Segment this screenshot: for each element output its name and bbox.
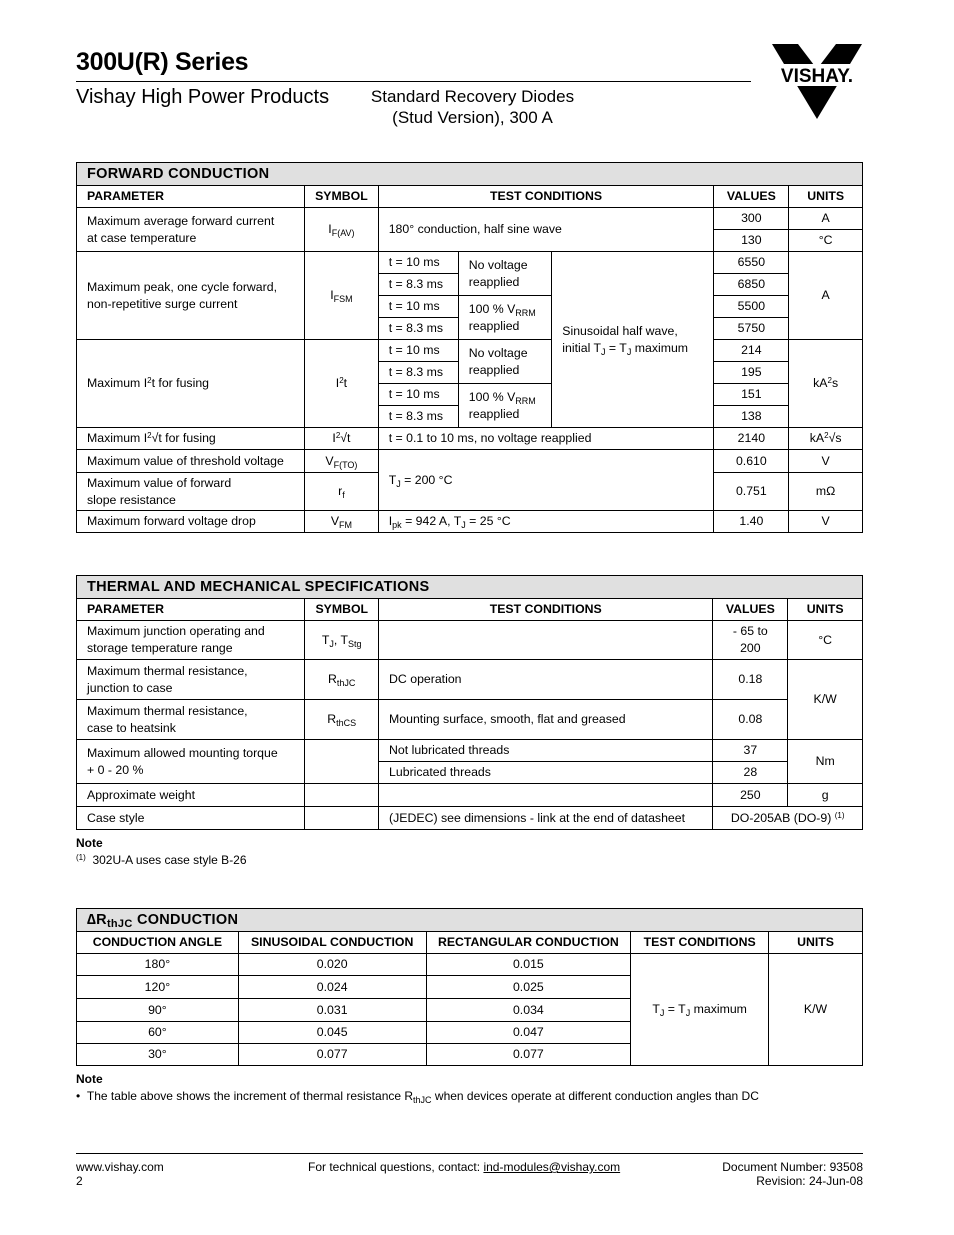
symbol-rf: $r_f$ bbox=[305, 473, 379, 511]
forward-conduction-table bbox=[76, 162, 863, 533]
value-i2t: 195 bbox=[714, 362, 789, 384]
value-slope: 0.751 bbox=[714, 473, 789, 511]
unit-weight: g bbox=[788, 784, 863, 807]
note-text: • The table above shows the increment of thermal resistance $R_{thJC}$ when devices operate at different conduction angles than DC bbox=[76, 1089, 759, 1105]
table-row bbox=[77, 954, 863, 976]
col-header-values: VALUES bbox=[714, 186, 789, 208]
param-vfm: Maximum forward voltage drop bbox=[77, 511, 305, 533]
value-rthcs: 0.08 bbox=[713, 700, 788, 740]
symbol-empty bbox=[305, 807, 379, 830]
param-avg-current: Maximum average forward current at case temperature bbox=[77, 208, 305, 252]
value-surge: 5750 bbox=[714, 318, 789, 340]
cond-tj-max: $T_J = T_J$ maximum bbox=[631, 954, 769, 1066]
cond-time: t = 10 ms bbox=[378, 296, 458, 318]
cond-100-vrrm: 100 % $V_{RRM}$ reapplied bbox=[458, 296, 552, 340]
unit-junction-temp: °C bbox=[788, 621, 863, 660]
product-line bbox=[360, 86, 585, 128]
unit-surge: A bbox=[789, 252, 863, 340]
section-title: FORWARD CONDUCTION bbox=[77, 163, 863, 186]
footer-left bbox=[76, 1160, 164, 1188]
footer-contact: For technical questions, contact: ind-modules@vishay.com bbox=[308, 1160, 621, 1174]
unit-drth: K/W bbox=[769, 954, 863, 1066]
footer-website-link[interactable]: www.vishay.com bbox=[76, 1160, 164, 1174]
value-surge: 6850 bbox=[714, 274, 789, 296]
cond-time: t = 10 ms bbox=[378, 252, 458, 274]
thermal-mechanical-table bbox=[76, 575, 863, 830]
unit-threshold: V bbox=[789, 450, 863, 473]
unit-case-temp: °C bbox=[789, 230, 863, 252]
unit-rth: K/W bbox=[788, 660, 863, 740]
cond-empty bbox=[379, 784, 713, 807]
param-junction-temp: Maximum junction operating and storage temperature range bbox=[77, 621, 305, 660]
cond-100-vrrm: 100 % $V_{RRM}$ reapplied bbox=[458, 384, 552, 428]
angle-cell: 90° bbox=[77, 999, 239, 1022]
col-header-units: UNITS bbox=[788, 599, 863, 621]
cond-avg-current: 180° conduction, half sine wave bbox=[378, 208, 714, 252]
param-slope-resistance: Maximum value of forward slope resistance bbox=[77, 473, 305, 511]
value-weight: 250 bbox=[713, 784, 788, 807]
value-case-style: DO-205AB (DO-9) $^{(1)}$ bbox=[713, 807, 863, 830]
rect-cell: 0.034 bbox=[426, 999, 631, 1022]
cond-lubricated: Lubricated threads bbox=[379, 762, 713, 784]
cond-time: t = 8.3 ms bbox=[378, 362, 458, 384]
value-vfm: 1.40 bbox=[714, 511, 789, 533]
product-line-1: Standard Recovery Diodes bbox=[370, 87, 575, 106]
col-header-parameter: PARAMETER bbox=[77, 186, 305, 208]
value-torque-lub: 28 bbox=[713, 762, 788, 784]
symbol-rthjc: $R_{thJC}$ bbox=[305, 660, 379, 700]
col-header-units: UNITS bbox=[769, 932, 863, 954]
value-surge: 6550 bbox=[714, 252, 789, 274]
symbol-ifsm: $I_{FSM}$ bbox=[305, 252, 379, 340]
unit-i2rt: $kA^2√s$ bbox=[789, 428, 863, 450]
logo-text: VISHAY. bbox=[780, 66, 854, 87]
delta-rthjc-table bbox=[76, 908, 863, 1066]
section-title: THERMAL AND MECHANICAL SPECIFICATIONS bbox=[77, 576, 863, 599]
col-header-values: VALUES bbox=[713, 599, 788, 621]
col-header-units: UNITS bbox=[789, 186, 863, 208]
symbol-empty bbox=[305, 740, 379, 784]
cond-no-voltage: No voltage reapplied bbox=[458, 252, 552, 296]
symbol-vfto: $V_{F(TO)}$ bbox=[305, 450, 379, 473]
value-i2t: 214 bbox=[714, 340, 789, 362]
cond-dc-operation: DC operation bbox=[379, 660, 713, 700]
value-rthjc: 0.18 bbox=[713, 660, 788, 700]
col-header-test-conditions: TEST CONDITIONS bbox=[379, 599, 713, 621]
col-header-angle: CONDUCTION ANGLE bbox=[77, 932, 239, 954]
value-case-temp: 130 bbox=[714, 230, 789, 252]
rect-cell: 0.047 bbox=[426, 1022, 631, 1044]
value-i2t: 138 bbox=[714, 406, 789, 428]
unit-vfm: V bbox=[789, 511, 863, 533]
cond-no-voltage: No voltage reapplied bbox=[458, 340, 552, 384]
value-surge: 5500 bbox=[714, 296, 789, 318]
col-header-test-conditions: TEST CONDITIONS bbox=[378, 186, 714, 208]
product-line-2: (Stud Version), 300 A bbox=[392, 108, 553, 127]
cond-time: t = 8.3 ms bbox=[378, 274, 458, 296]
cond-not-lubricated: Not lubricated threads bbox=[379, 740, 713, 762]
angle-cell: 30° bbox=[77, 1044, 239, 1066]
symbol-tj-tstg: $T_J$, $T_{Stg}$ bbox=[305, 621, 379, 660]
rect-cell: 0.077 bbox=[426, 1044, 631, 1066]
sin-cell: 0.045 bbox=[238, 1022, 426, 1044]
param-i2t: Maximum $I^2t$ for fusing bbox=[77, 340, 305, 428]
col-header-symbol: SYMBOL bbox=[305, 186, 379, 208]
value-i2rt: 2140 bbox=[714, 428, 789, 450]
unit-torque: Nm bbox=[788, 740, 863, 784]
sin-cell: 0.020 bbox=[238, 954, 426, 976]
page-title: 300U(R) Series bbox=[76, 48, 249, 76]
brand-line: Vishay High Power Products bbox=[76, 86, 330, 108]
cond-time: t = 8.3 ms bbox=[378, 318, 458, 340]
symbol-i2rt: $I^2√t$ bbox=[305, 428, 379, 450]
value-threshold: 0.610 bbox=[714, 450, 789, 473]
symbol-vfm: $V_{FM}$ bbox=[305, 511, 379, 533]
note-heading: Note bbox=[76, 836, 103, 850]
param-case-style: Case style bbox=[77, 807, 305, 830]
symbol-empty bbox=[305, 784, 379, 807]
param-surge-current: Maximum peak, one cycle forward, non-repetitive surge current bbox=[77, 252, 305, 340]
value-i2t: 151 bbox=[714, 384, 789, 406]
document-number: Document Number: 93508 bbox=[722, 1160, 863, 1174]
cond-i2rt: t = 0.1 to 10 ms, no voltage reapplied bbox=[378, 428, 714, 450]
cond-mounting-surface: Mounting surface, smooth, flat and greased bbox=[379, 700, 713, 740]
section-title: $\Delta R_{thJC}$ CONDUCTION bbox=[77, 909, 863, 932]
col-header-sinusoidal: SINUSOIDAL CONDUCTION bbox=[238, 932, 426, 954]
value-junction-temp: - 65 to 200 bbox=[713, 621, 788, 660]
revision: Revision: 24-Jun-08 bbox=[756, 1174, 863, 1188]
sin-cell: 0.031 bbox=[238, 999, 426, 1022]
col-header-symbol: SYMBOL bbox=[305, 599, 379, 621]
param-rthjc: Maximum thermal resistance, junction to case bbox=[77, 660, 305, 700]
unit-i2t: $kA^2s$ bbox=[789, 340, 863, 428]
angle-cell: 180° bbox=[77, 954, 239, 976]
param-threshold-voltage: Maximum value of threshold voltage bbox=[77, 450, 305, 473]
page-number: 2 bbox=[76, 1174, 83, 1188]
contact-email-link[interactable]: ind-modules@vishay.com bbox=[483, 1160, 621, 1174]
symbol-rthcs: $R_{thCS}$ bbox=[305, 700, 379, 740]
sin-cell: 0.077 bbox=[238, 1044, 426, 1066]
value-torque-dry: 37 bbox=[713, 740, 788, 762]
rect-cell: 0.025 bbox=[426, 976, 631, 999]
angle-cell: 120° bbox=[77, 976, 239, 999]
param-i2rt: Maximum $I^2√t$ for fusing bbox=[77, 428, 305, 450]
cond-time: t = 10 ms bbox=[378, 340, 458, 362]
vishay-logo bbox=[770, 43, 865, 121]
col-header-test-conditions: TEST CONDITIONS bbox=[631, 932, 769, 954]
symbol-if-av: $I_{F(AV)}$ bbox=[305, 208, 379, 252]
angle-cell: 60° bbox=[77, 1022, 239, 1044]
param-torque: Maximum allowed mounting torque + 0 - 20 % bbox=[77, 740, 305, 784]
cond-sinusoidal: Sinusoidal half wave, initial $T_J = T_J$ maximum bbox=[552, 252, 714, 428]
param-rthcs: Maximum thermal resistance, case to heatsink bbox=[77, 700, 305, 740]
col-header-parameter: PARAMETER bbox=[77, 599, 305, 621]
sin-cell: 0.024 bbox=[238, 976, 426, 999]
unit-avg-current: A bbox=[789, 208, 863, 230]
header-rule bbox=[76, 81, 751, 82]
rect-cell: 0.015 bbox=[426, 954, 631, 976]
cond-empty bbox=[379, 621, 713, 660]
symbol-i2t: $I^2t$ bbox=[305, 340, 379, 428]
col-header-rectangular: RECTANGULAR CONDUCTION bbox=[426, 932, 631, 954]
unit-slope: mΩ bbox=[789, 473, 863, 511]
cond-time: t = 8.3 ms bbox=[378, 406, 458, 428]
note-heading: Note bbox=[76, 1072, 103, 1086]
cond-time: t = 10 ms bbox=[378, 384, 458, 406]
footer-right bbox=[722, 1160, 863, 1188]
value-avg-current: 300 bbox=[714, 208, 789, 230]
footer-rule bbox=[76, 1153, 863, 1154]
param-weight: Approximate weight bbox=[77, 784, 305, 807]
cond-tj-200: $T_J = 200$ °C bbox=[378, 450, 714, 511]
cond-case-style: (JEDEC) see dimensions - link at the end of datasheet bbox=[379, 807, 713, 830]
note-text: $^{(1)}$ 302U-A uses case style B-26 bbox=[76, 853, 247, 867]
cond-vfm: $I_{pk} = 942$ A, $T_J = 25$ °C bbox=[378, 511, 714, 533]
